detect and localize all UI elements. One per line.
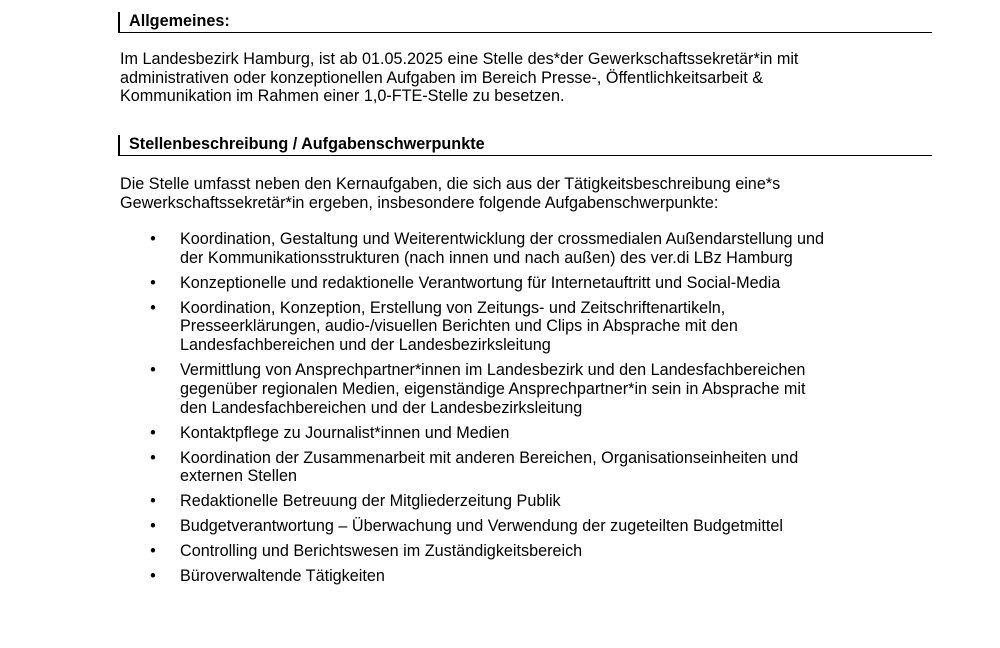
list-item (0, 492, 925, 511)
paragraph-stellenbeschreibung (120, 175, 940, 212)
bullet-icon: • (150, 273, 156, 292)
list-item (0, 274, 925, 293)
bullet-icon: • (150, 423, 156, 442)
list-item-line: Redaktionelle Betreuung der Mitgliederzeitung Publik (180, 492, 561, 511)
list-item-line: Koordination, Konzeption, Erstellung von Zeitungs- und Zeitschriftenartikeln, (180, 298, 726, 317)
list-item-line: externen Stellen (180, 467, 297, 486)
paragraph-line: Im Landesbezirk Hamburg, ist ab 01.05.2025 eine Stelle des*der Gewerkschaftssekretär*in mit (120, 50, 799, 68)
list-item (0, 449, 925, 486)
list-item-line: Koordination, Gestaltung und Weiterentwicklung der crossmedialen Außendarstellung und (180, 230, 824, 248)
list-item-line: Vermittlung von Ansprechpartner*innen im Landesbezirk und den Landesfachbereichen (180, 361, 806, 380)
bullet-icon: • (150, 230, 156, 248)
task-bullet-list (0, 230, 1000, 592)
paragraph-line: administrativen oder konzeptionellen Aufgaben im Bereich Presse-, Öffentlichkeitsarbeit & (120, 68, 764, 87)
list-item-line: Kontaktpflege zu Journalist*innen und Medien (180, 423, 510, 442)
list-item-line: Budgetverantwortung – Überwachung und Verwendung der zugeteilten Budgetmittel (180, 517, 783, 536)
paragraph-line: Gewerkschaftssekretär*in ergeben, insbesondere folgende Aufgabenschwerpunkte: (120, 193, 719, 212)
list-item-line: Koordination der Zusammenarbeit mit anderen Bereichen, Organisationseinheiten und (180, 448, 799, 467)
bullet-icon: • (150, 567, 156, 586)
list-item (0, 517, 925, 536)
section-heading-stellenbeschreibung: Stellenbeschreibung / Aufgabenschwerpunkte (118, 135, 932, 156)
list-item (0, 230, 925, 267)
list-item-line: Presseerklärungen, audio-/visuellen Berichten und Clips in Absprache mit den (180, 317, 738, 336)
list-item-line: Landesfachbereichen und der Landesbezirksleitung (180, 336, 551, 355)
bullet-icon: • (150, 492, 156, 511)
list-item-line: Konzeptionelle und redaktionelle Verantwortung für Internetauftritt und Social-Media (180, 273, 781, 292)
paragraph-allgemeines (120, 50, 940, 106)
paragraph-line: Kommunikation im Rahmen einer 1,0-FTE-Stelle zu besetzen. (120, 87, 565, 106)
list-item-line: Controlling und Berichtswesen im Zuständigkeitsbereich (180, 542, 583, 561)
bullet-icon: • (150, 361, 156, 380)
list-item (0, 542, 925, 561)
list-item-line: der Kommunikationsstrukturen (nach innen und nach außen) des ver.di LBz Hamburg (180, 248, 793, 267)
bullet-icon: • (150, 448, 156, 467)
list-item-line: gegenüber regionalen Medien, eigenständige Ansprechpartner*in sein in Absprache mit (180, 379, 806, 398)
list-item (0, 567, 925, 586)
bullet-icon: • (150, 298, 156, 317)
bullet-icon: • (150, 542, 156, 561)
bullet-icon: • (150, 517, 156, 536)
list-item (0, 299, 925, 355)
list-item-line: Büroverwaltende Tätigkeiten (180, 567, 385, 586)
list-item-line: den Landesfachbereichen und der Landesbezirksleitung (180, 398, 583, 417)
list-item (0, 424, 925, 443)
paragraph-line: Die Stelle umfasst neben den Kernaufgaben, die sich aus der Tätigkeitsbeschreibung eine*s (120, 175, 781, 193)
list-item (0, 361, 925, 417)
section-heading-allgemeines: Allgemeines: (118, 12, 932, 33)
